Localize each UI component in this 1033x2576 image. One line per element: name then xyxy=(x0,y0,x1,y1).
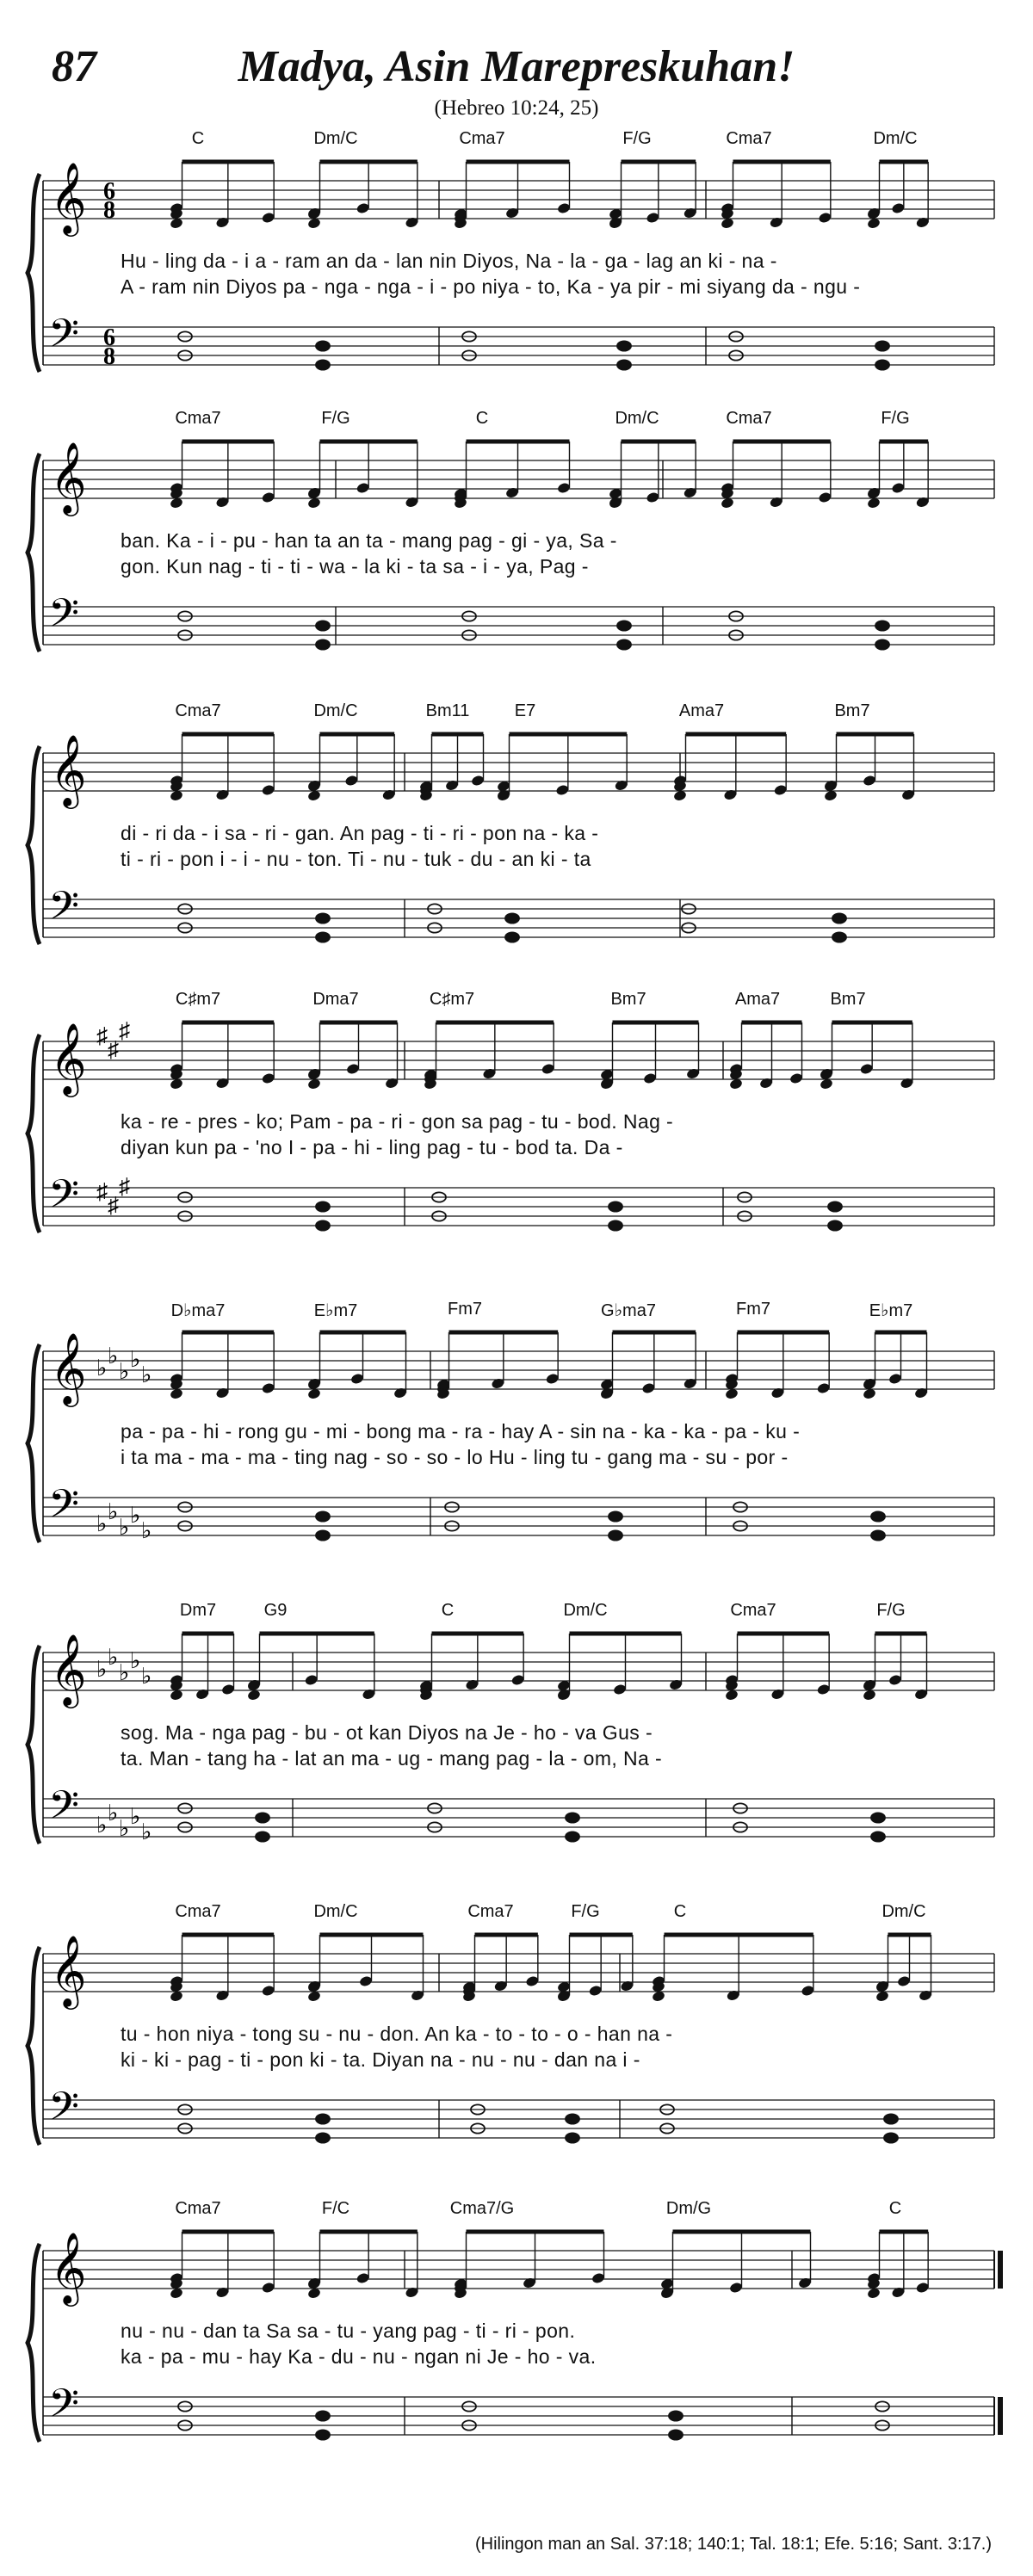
bass-notehead xyxy=(316,2411,330,2420)
music-system xyxy=(0,129,1033,405)
chord-symbol: Bm7 xyxy=(610,990,646,1009)
bass-notehead xyxy=(316,621,330,630)
brace xyxy=(28,1646,40,1844)
lyrics-verse-1: nu - nu - dan ta Sa sa - tu - yang pag - ti - ri - pon. xyxy=(121,2320,576,2342)
key-signature-accidental: ♭ xyxy=(130,1503,141,1528)
chord-symbol: F/G xyxy=(571,1902,600,1921)
chord-symbol: E♭m7 xyxy=(313,1301,358,1320)
bass-notehead xyxy=(316,1220,330,1230)
key-signature-accidental: ♭ xyxy=(108,1645,119,1670)
bass-clef-icon: 𝄢 xyxy=(48,2084,80,2140)
chord-symbol: Cma7 xyxy=(175,409,221,428)
music-system xyxy=(0,2199,1033,2474)
brace xyxy=(28,174,40,372)
key-signature-accidental: ♯ xyxy=(119,1174,130,1199)
lyrics-verse-2: ta. Man - tang ha - lat an ma - ug - mang pag - la - om, Na - xyxy=(121,1747,663,1770)
song-number: 87 xyxy=(52,42,96,91)
bass-notehead xyxy=(828,1202,842,1211)
chord-symbol: Dm/C xyxy=(881,1902,926,1921)
time-signature: 6 xyxy=(103,324,115,351)
bass-notehead xyxy=(609,1220,622,1230)
bass-notehead xyxy=(832,932,846,942)
bass-notehead xyxy=(256,1832,269,1841)
chord-symbol: F/C xyxy=(321,2199,350,2218)
bass-notehead xyxy=(316,360,330,369)
bass-notehead xyxy=(505,913,519,923)
bass-notehead xyxy=(617,341,631,350)
lyrics-verse-1: Hu - ling da - i a - ram an da - lan nin Diyos, Na - la - ga - lag an ki - na - xyxy=(121,250,777,272)
chord-symbol: Cma7/G xyxy=(449,2199,515,2218)
chord-symbol: Dm/G xyxy=(665,2199,712,2218)
chord-symbol: F/G xyxy=(876,1601,906,1620)
bass-notehead xyxy=(828,1220,842,1230)
lyrics-verse-1: ka - re - pres - ko; Pam - pa - ri - gon sa pag - tu - bod. Nag - xyxy=(121,1110,674,1133)
chord-symbol: F/G xyxy=(321,409,350,428)
bass-notehead xyxy=(871,1511,885,1521)
bass-notehead xyxy=(669,2430,683,2439)
chord-symbol: Dm/C xyxy=(313,701,358,720)
bass-notehead xyxy=(832,913,846,923)
bass-notehead xyxy=(884,2114,898,2123)
key-signature-accidental: ♭ xyxy=(141,1518,152,1543)
bass-notehead xyxy=(316,1530,330,1540)
chord-symbol: Dma7 xyxy=(312,990,359,1009)
bass-notehead xyxy=(316,913,330,923)
chord-symbol: Cma7 xyxy=(175,2199,221,2218)
chord-symbol: C xyxy=(673,1902,687,1921)
bass-clef-icon: 𝄢 xyxy=(48,1481,80,1537)
chord-symbol: C xyxy=(475,409,489,428)
key-signature-accidental: ♭ xyxy=(141,1819,152,1844)
bass-notehead xyxy=(871,1530,885,1540)
key-signature-accidental: ♭ xyxy=(141,1362,152,1387)
chord-symbol: Bm11 xyxy=(425,701,470,720)
lyrics-verse-2: diyan kun pa - 'no I - pa - hi - ling pag - tu - bod ta. Da - xyxy=(121,1136,623,1158)
bass-notehead xyxy=(316,1202,330,1211)
chord-symbol: G♭ma7 xyxy=(601,1301,656,1320)
lyrics-verse-2: gon. Kun nag - ti - ti - wa - la ki - ta sa - i - ya, Pag - xyxy=(121,555,589,578)
key-signature-accidental: ♭ xyxy=(96,1356,108,1381)
chord-symbol: Cma7 xyxy=(467,1902,514,1921)
chord-symbol: C♯m7 xyxy=(429,990,475,1009)
brace xyxy=(28,454,40,652)
chord-symbol: Cma7 xyxy=(726,409,772,428)
bass-notehead xyxy=(316,932,330,942)
chord-symbol: Bm7 xyxy=(834,701,870,720)
lyrics-verse-1: sog. Ma - nga pag - bu - ot kan Diyos na Je - ho - va Gus - xyxy=(121,1721,653,1744)
lyrics-verse-2: i ta ma - ma - ma - ting nag - so - so - lo Hu - ling tu - gang ma - su - por - xyxy=(121,1446,789,1468)
bass-notehead xyxy=(884,2133,898,2142)
chord-symbol: Fm7 xyxy=(736,1300,770,1319)
treble-clef-icon: 𝄞 xyxy=(50,441,87,513)
bass-notehead xyxy=(566,2133,579,2142)
bass-notehead xyxy=(316,2133,330,2142)
bass-clef-icon: 𝄢 xyxy=(48,1171,80,1227)
bass-notehead xyxy=(617,621,631,630)
bass-notehead xyxy=(875,639,889,649)
chord-symbol: F/G xyxy=(881,409,910,428)
chord-symbol: Dm/C xyxy=(563,1601,608,1620)
time-signature: 8 xyxy=(103,197,115,224)
lyrics-verse-1: pa - pa - hi - rong gu - mi - bong ma - ra - hay A - sin na - ka - ka - pa - ku - xyxy=(121,1420,801,1442)
footnote-references: (Hilingon man an Sal. 37:18; 140:1; Tal. 18:1; Efe. 5:16; Sant. 3:17.) xyxy=(474,2535,992,2554)
chord-symbol: Ama7 xyxy=(678,701,725,720)
bass-clef-icon: 𝄢 xyxy=(48,2381,80,2437)
chord-symbol: Dm/C xyxy=(313,129,358,148)
key-signature-accidental: ♯ xyxy=(119,1018,130,1043)
bass-notehead xyxy=(609,1511,622,1521)
key-signature-accidental: ♯ xyxy=(96,1179,108,1204)
scripture-reference: (Hebreo 10:24, 25) xyxy=(434,96,599,120)
bass-notehead xyxy=(609,1202,622,1211)
chord-symbol: C xyxy=(191,129,205,148)
music-system xyxy=(0,990,1033,1265)
chord-symbol: D♭ma7 xyxy=(170,1301,226,1320)
chord-symbol: Fm7 xyxy=(448,1300,482,1319)
bass-notehead xyxy=(316,2114,330,2123)
chord-symbol: Cma7 xyxy=(726,129,772,148)
brace xyxy=(28,1344,40,1542)
treble-clef-icon: 𝄞 xyxy=(50,1633,87,1705)
bass-notehead xyxy=(609,1530,622,1540)
treble-clef-icon: 𝄞 xyxy=(50,733,87,806)
lyrics-verse-1: di - ri da - i sa - ri - gan. An pag - ti - ri - pon na - ka - xyxy=(121,822,599,844)
music-system xyxy=(0,701,1033,977)
bass-notehead xyxy=(316,1511,330,1521)
key-signature-accidental: ♭ xyxy=(108,1801,119,1825)
lyrics-verse-2: ka - pa - mu - hay Ka - du - nu - ngan ni Je - ho - va. xyxy=(121,2345,597,2368)
bass-notehead xyxy=(256,1813,269,1822)
music-system xyxy=(0,409,1033,684)
chord-symbol: Cma7 xyxy=(175,701,221,720)
chord-symbol: C xyxy=(441,1601,455,1620)
brace xyxy=(28,746,40,944)
chord-symbol: Bm7 xyxy=(830,990,866,1009)
bass-clef-icon: 𝄢 xyxy=(48,1782,80,1838)
lyrics-verse-2: ti - ri - pon i - i - nu - ton. Ti - nu - tuk - du - an ki - ta xyxy=(121,848,591,870)
treble-clef-icon: 𝄞 xyxy=(50,1934,87,2006)
key-signature-accidental: ♭ xyxy=(108,1499,119,1524)
chord-symbol: Cma7 xyxy=(459,129,505,148)
key-signature-accidental: ♭ xyxy=(130,1347,141,1372)
time-signature: 8 xyxy=(103,343,115,370)
chord-symbol: F/G xyxy=(622,129,652,148)
chord-symbol: Cma7 xyxy=(175,1902,221,1921)
brace xyxy=(28,2244,40,2442)
chord-symbol: C♯m7 xyxy=(175,990,221,1009)
chord-symbol: Cma7 xyxy=(730,1601,776,1620)
key-signature-accidental: ♭ xyxy=(130,1804,141,1829)
bass-clef-icon: 𝄢 xyxy=(48,883,80,939)
bass-notehead xyxy=(669,2411,683,2420)
key-signature-accidental: ♭ xyxy=(96,1657,108,1682)
bass-notehead xyxy=(875,621,889,630)
chord-symbol: G9 xyxy=(263,1601,288,1620)
chord-symbol: E♭m7 xyxy=(869,1301,913,1320)
bass-notehead xyxy=(566,1832,579,1841)
brace xyxy=(28,1947,40,2145)
key-signature-accidental: ♭ xyxy=(119,1359,130,1384)
treble-clef-icon: 𝄞 xyxy=(50,2231,87,2303)
bass-notehead xyxy=(875,341,889,350)
treble-clef-icon: 𝄞 xyxy=(50,161,87,233)
chord-symbol: Ama7 xyxy=(734,990,781,1009)
brace xyxy=(28,1035,40,1232)
chord-symbol: E7 xyxy=(514,701,536,720)
music-system xyxy=(0,1300,1033,1575)
music-system xyxy=(0,1601,1033,1876)
chord-symbol: Dm/C xyxy=(873,129,918,148)
bass-notehead xyxy=(566,2114,579,2123)
key-signature-accidental: ♭ xyxy=(119,1515,130,1540)
key-signature-accidental: ♭ xyxy=(130,1648,141,1673)
bass-notehead xyxy=(316,2430,330,2439)
key-signature-accidental: ♭ xyxy=(108,1344,119,1368)
bass-notehead xyxy=(871,1813,885,1822)
lyrics-verse-2: A - ram nin Diyos pa - nga - nga - i - po niya - to, Ka - ya pir - mi siyang da - ngu - xyxy=(121,275,861,298)
chord-symbol: Dm/C xyxy=(615,409,659,428)
music-system xyxy=(0,1902,1033,2178)
bass-notehead xyxy=(617,360,631,369)
key-signature-accidental: ♯ xyxy=(96,1023,108,1048)
key-signature-accidental: ♭ xyxy=(141,1664,152,1689)
treble-clef-icon: 𝄞 xyxy=(50,1022,87,1094)
bass-notehead xyxy=(505,932,519,942)
key-signature-accidental: ♭ xyxy=(96,1511,108,1536)
lyrics-verse-2: ki - ki - pag - ti - pon ki - ta. Diyan na - nu - nu - dan na i - xyxy=(121,2048,640,2071)
key-signature-accidental: ♯ xyxy=(108,1193,119,1218)
key-signature-accidental: ♭ xyxy=(96,1813,108,1838)
lyrics-verse-1: tu - hon niya - tong su - nu - don. An ka - to - to - o - han na - xyxy=(121,2023,673,2045)
bass-clef-icon: 𝄢 xyxy=(48,590,80,646)
chord-symbol: Dm/C xyxy=(313,1902,358,1921)
lyrics-verse-1: ban. Ka - i - pu - han ta an ta - mang pag - gi - ya, Sa - xyxy=(121,529,617,552)
bass-notehead xyxy=(875,360,889,369)
bass-notehead xyxy=(566,1813,579,1822)
bass-notehead xyxy=(617,639,631,649)
song-title: Madya, Asin Marepreskuhan! xyxy=(238,42,795,91)
chord-symbol: C xyxy=(888,2199,902,2218)
key-signature-accidental: ♭ xyxy=(119,1816,130,1841)
key-signature-accidental: ♭ xyxy=(119,1660,130,1685)
time-signature: 6 xyxy=(103,178,115,205)
bass-notehead xyxy=(316,639,330,649)
bass-notehead xyxy=(871,1832,885,1841)
bass-clef-icon: 𝄢 xyxy=(48,311,80,367)
key-signature-accidental: ♯ xyxy=(108,1037,119,1062)
chord-symbol: Dm7 xyxy=(179,1601,217,1620)
bass-notehead xyxy=(316,341,330,350)
treble-clef-icon: 𝄞 xyxy=(50,1331,87,1404)
